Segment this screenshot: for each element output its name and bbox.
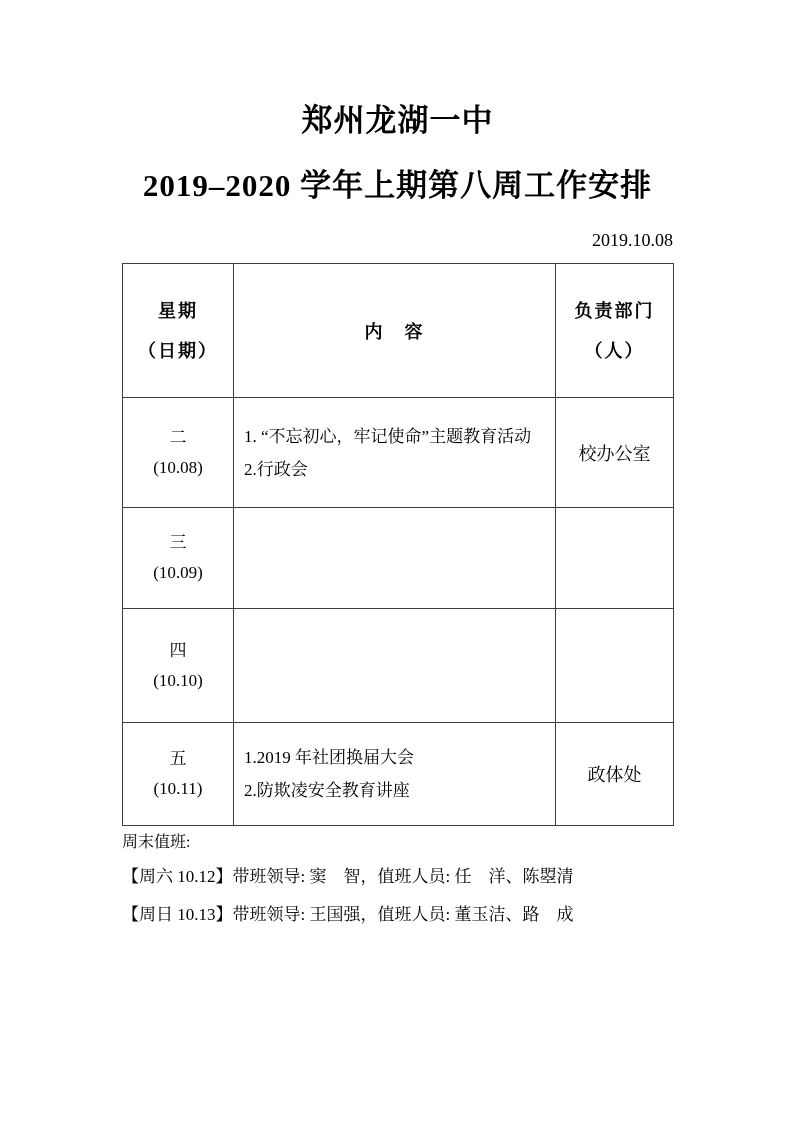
dept-cell	[556, 723, 674, 826]
dept-label: 校办公室	[578, 443, 651, 464]
dept-label: 政体处	[587, 765, 642, 785]
day-cell	[123, 723, 234, 826]
document-date: 2019.10.08	[592, 230, 673, 250]
schedule-table-body	[123, 398, 674, 826]
day-label: 五	[169, 749, 187, 768]
content-item: 1. “不忘初心，牢记使命”主题教育活动	[244, 426, 532, 446]
date-label: (10.10)	[153, 670, 203, 690]
day-label: 四	[169, 640, 187, 660]
content-cell	[234, 508, 556, 609]
header-cell-dept	[556, 264, 674, 398]
page-title: 郑州龙湖一中	[301, 103, 494, 138]
page-subtitle: 2019–2020 学年上期第八周工作安排	[142, 168, 653, 203]
weekend-duty-section	[122, 833, 673, 929]
date-label: (10.09)	[153, 563, 203, 582]
day-cell	[123, 609, 234, 723]
weekend-duty-sunday: 【周日 10.13】带班领导: 王国强，值班人员: 董玉洁、路 成	[122, 905, 574, 924]
content-item: 2.行政会	[244, 459, 308, 479]
day-label: 二	[169, 427, 187, 447]
table-row	[123, 508, 674, 609]
table-row	[123, 609, 674, 723]
content-item: 1.2019 年社团换届大会	[244, 748, 414, 767]
header-day-line2: （日期）	[138, 340, 218, 361]
dept-cell	[556, 508, 674, 609]
header-dept-line1: 负责部门	[574, 300, 655, 321]
weekend-duty-saturday: 【周六 10.12】带班领导: 窦 智，值班人员: 任 洋、陈曌清	[122, 867, 574, 886]
header-dept-line2: （人）	[584, 340, 645, 361]
table-row	[123, 398, 674, 508]
schedule-table-head	[123, 264, 674, 398]
day-label: 三	[169, 533, 187, 552]
table-row	[123, 723, 674, 826]
day-cell	[123, 508, 234, 609]
document-content	[122, 0, 673, 929]
weekend-duty-label: 周末值班:	[122, 834, 191, 851]
dept-cell	[556, 398, 674, 508]
dept-cell	[556, 609, 674, 723]
header-day-line1: 星期	[158, 300, 198, 321]
content-item: 2.防欺凌安全教育讲座	[244, 781, 410, 800]
content-cell	[234, 723, 556, 826]
header-row	[123, 264, 674, 398]
header-cell-content	[234, 264, 556, 398]
date-label: (10.11)	[153, 779, 203, 798]
date-label: (10.08)	[153, 457, 203, 477]
content-cell	[234, 609, 556, 723]
schedule-table	[122, 263, 674, 826]
content-cell	[234, 398, 556, 508]
day-cell	[123, 398, 234, 508]
header-cell-day	[123, 264, 234, 398]
header-content-label: 内 容	[364, 321, 425, 342]
